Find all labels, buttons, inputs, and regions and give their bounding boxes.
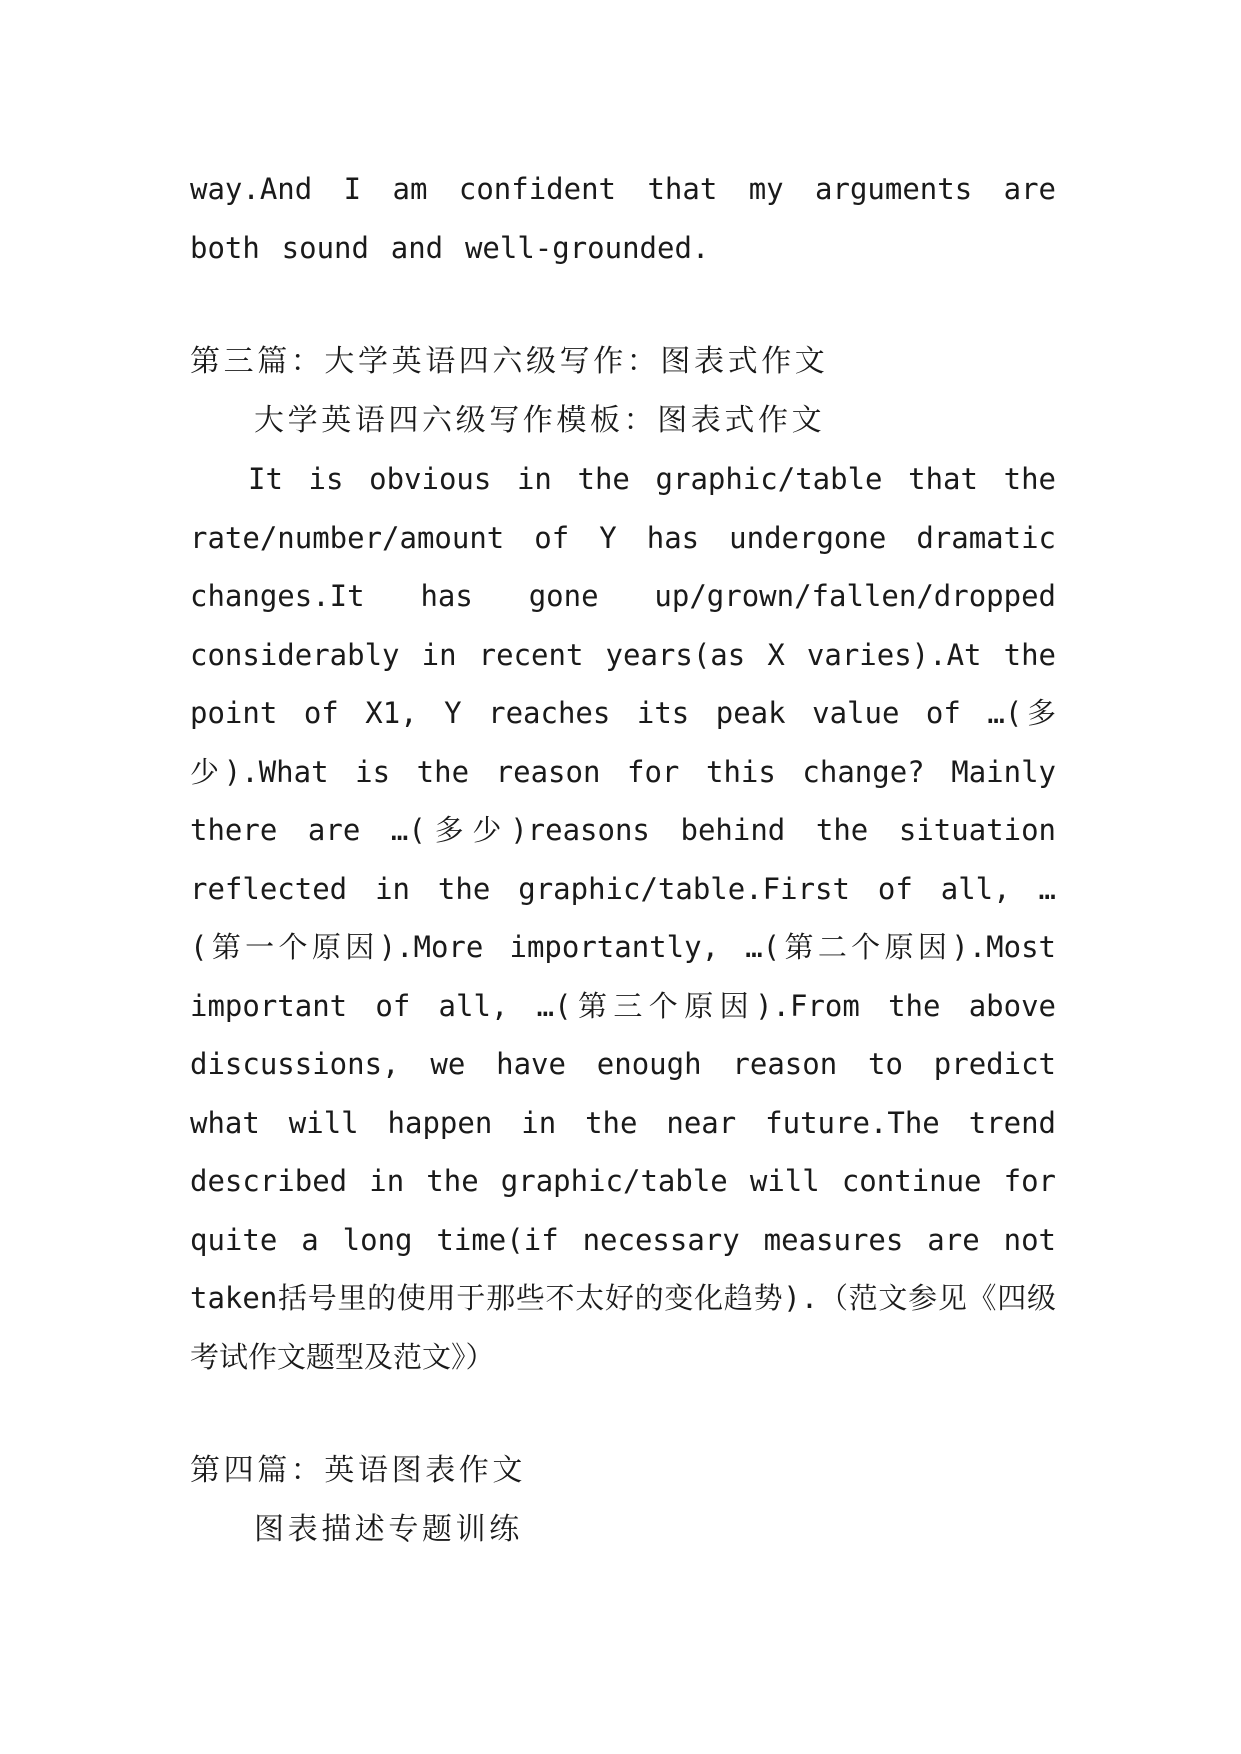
document-page [190, 160, 1056, 1559]
section-4-subheading: 图表描述专题训练 [254, 1511, 523, 1547]
section-3-heading: 第三篇：大学英语四六级写作：图表式作文 [190, 344, 829, 379]
section-gap [190, 277, 1056, 333]
section-gap [190, 1386, 1056, 1442]
continuation-paragraph: way.And I am confident that my arguments are both sound and well-grounded. [190, 172, 1056, 265]
section-3-subheading: 大学英语四六级写作模板：图表式作文 [254, 402, 826, 438]
section-3-body: It is obvious in the graphic/table that the rate/number/amount of Y has undergone dramatic changes.It has gone up/grown/fallen/dropped considerably in recent years(as X varies).At the point of X1, Y reaches its peak value of …(多少).What is the reason for this change? Mainly there are …(多少)reasons behind the situation reflected in the graphic/table.First of all, …(第一个原因).More importantly, …(第二个原因).Most important of all, …(第三个原因).From the above discussions, we have enough reason to predict what will happen in the near future.The trend described in the graphic/table will continue for quite a long time(if necessary measures are not taken括号里的使用于那些不太好的变化趋势).（范文参见《四级考试作文题型及范文》） [190, 462, 1056, 1374]
section-4-heading: 第四篇：英语图表作文 [190, 1453, 526, 1488]
